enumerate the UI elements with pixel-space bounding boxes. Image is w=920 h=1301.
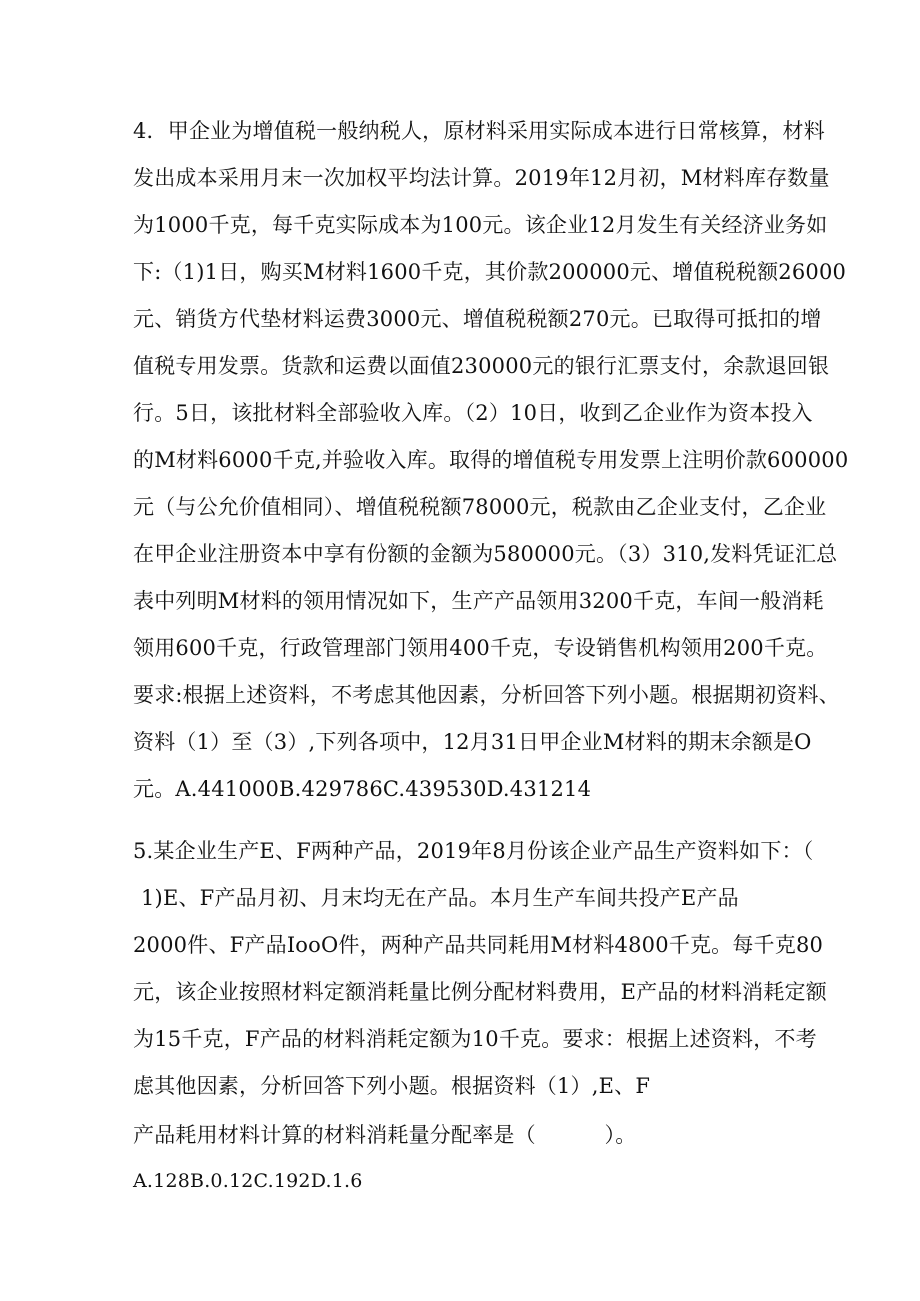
- question-5-line-2: 1)E、F产品月初、月末均无在产品。本月生产车间共投产E产品: [141, 886, 739, 910]
- question-5-line-3: 2000件、F产品IooO件，两种产品共同耗用M材料4800千克。每千克80: [133, 933, 824, 957]
- question-4-line-2: 发出成本采用月末一次加权平均法计算。2019年12月初，M材料库存数量: [133, 166, 830, 190]
- question-5-line-4: 元，该企业按照材料定额消耗量比例分配材料费用，E产品的材料消耗定额: [133, 980, 827, 1004]
- question-5-options: A.128B.0.12C.192D.1.6: [133, 1170, 363, 1192]
- question-4-line-12: 领用600千克，行政管理部门领用400千克，专设销售机构领用200千克。: [133, 636, 828, 660]
- question-4-line-5: 元、销货方代垫材料运费3000元、增值税税额270元。已取得可抵扣的增: [133, 307, 822, 331]
- question-4-line-6: 值税专用发票。货款和运费以面值230000元的银行汇票支付，余款退回银: [133, 354, 830, 378]
- question-4-line-4: 下:（1)1日，购买M材料1600千克，其价款200000元、增值税税额26000: [133, 260, 847, 284]
- question-4-line-14: 资料（1）至（3）,下列各项中，12月31日甲企业M材料的期末余额是O: [133, 730, 812, 754]
- question-4-line-9: 元（与公允价值相同）、增值税税额78000元，税款由乙企业支付，乙企业: [133, 495, 827, 519]
- question-5-line-1: 5.某企业生产E、F两种产品，2019年8月份该企业产品生产资料如下：（: [133, 839, 814, 863]
- question-5-line-5: 为15千克，F产品的材料消耗定额为10千克。要求：根据上述资料，不考: [133, 1027, 817, 1051]
- question-4-line-13: 要求:根据上述资料，不考虑其他因素，分析回答下列小题。根据期初资料、: [133, 683, 840, 707]
- question-4-line-7: 行。5日，该批材料全部验收入库。（2）10日，收到乙企业作为资本投入: [133, 401, 813, 425]
- question-4-line-8: 的M材料6000千克,并验收入库。取得的增值税专用发票上注明价款600000: [133, 448, 849, 472]
- question-4-line-11: 表中列明M材料的领用情况如下，生产产品领用3200千克，车间一般消耗: [133, 589, 824, 613]
- question-4-line-10: 在甲企业注册资本中享有份额的金额为580000元。（3）310,发料凭证汇总: [133, 542, 838, 566]
- question-4-options: 元。A.441000B.429786C.439530D.431214: [133, 777, 592, 801]
- question-4-line-3: 为1000千克，每千克实际成本为100元。该企业12月发生有关经济业务如: [133, 213, 828, 237]
- question-5-line-7: 产品耗用材料计算的材料消耗量分配率是（ ）。: [133, 1123, 637, 1147]
- question-5-line-6: 虑其他因素，分析回答下列小题。根据资料（1）,E、F: [133, 1074, 651, 1098]
- question-4-line-1: 4．甲企业为增值税一般纳税人，原材料采用实际成本进行日常核算，材料: [133, 119, 825, 143]
